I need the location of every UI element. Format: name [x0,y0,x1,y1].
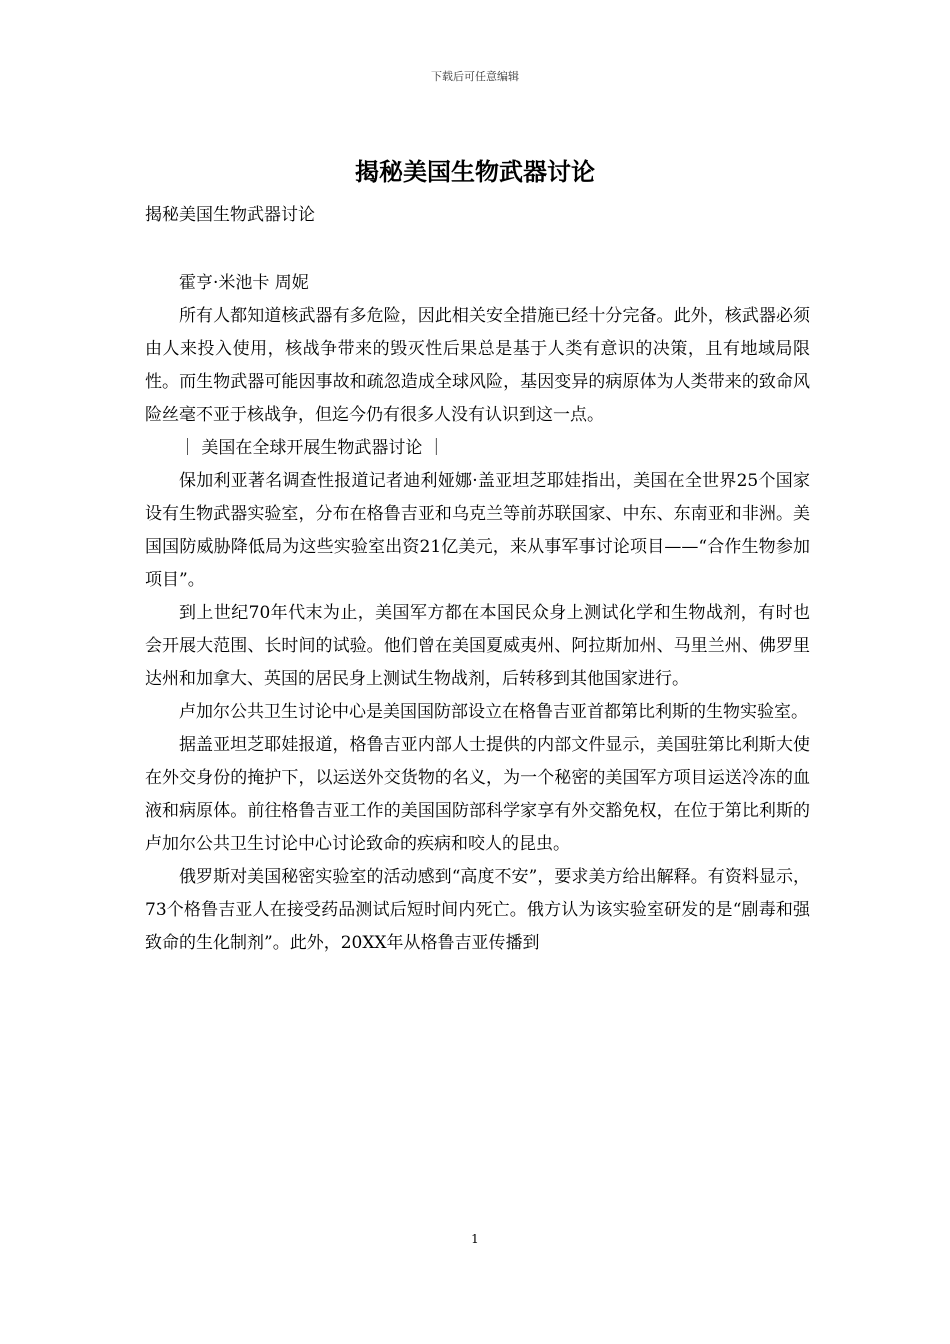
paragraph: 所有人都知道核武器有多危险，因此相关安全措施已经十分完备。此外，核武器必须由人来投入使用，核战争带来的毁灭性后果总是基于人类有意识的决策，且有地域局限性。而生物武器可能因事故和疏忽造成全球风险，基因变异的病原体为人类带来的致命风险丝毫不亚于核战争，但迄今仍有很多人没有认识到这一点。 [145,306,810,425]
paragraph: 俄罗斯对美国秘密实验室的活动感到“高度不安”，要求美方给出解释。有资料显示，73个格鲁吉亚人在接受药品测试后短时间内死亡。俄方认为该实验室研发的是“剧毒和强致命的生化制剂”。此外，20XX年从格鲁吉亚传播到 [145,867,810,953]
document-subtitle: 揭秘美国生物武器讨论 [145,205,315,225]
author-line: 霍亨·米池卡 周妮 [179,273,309,293]
page-number: 1 [471,1232,479,1246]
paragraph: 卢加尔公共卫生讨论中心是美国国防部设立在格鲁吉亚首都第比利斯的生物实验室。 [179,702,808,722]
section-heading: ｜ 美国在全球开展生物武器讨论 ｜ [179,438,445,458]
paragraph: 保加利亚著名调查性报道记者迪利娅娜·盖亚坦芝耶娃指出，美国在全世界25个国家设有生物武器实验室，分布在格鲁吉亚和乌克兰等前苏联国家、中东、东南亚和非洲。美国国防威胁降低局为这些实验室出资21亿美元，来从事军事讨论项目——“合作生物参加项目”。 [145,471,810,590]
document-body [145,267,810,960]
header-note: 下载后可任意编辑 [431,70,519,83]
document-title: 揭秘美国生物武器讨论 [355,157,595,186]
paragraph: 到上世纪70年代末为止，美国军方都在本国民众身上测试化学和生物战剂，有时也会开展大范围、长时间的试验。他们曾在美国夏威夷州、阿拉斯加州、马里兰州、佛罗里达州和加拿大、英国的居民身上测试生物战剂，后转移到其他国家进行。 [145,603,810,689]
paragraph: 据盖亚坦芝耶娃报道，格鲁吉亚内部人士提供的内部文件显示，美国驻第比利斯大使在外交身份的掩护下，以运送外交货物的名义，为一个秘密的美国军方项目运送冷冻的血液和病原体。前往格鲁吉亚工作的美国国防部科学家享有外交豁免权，在位于第比利斯的卢加尔公共卫生讨论中心讨论致命的疾病和咬人的昆虫。 [145,735,810,854]
